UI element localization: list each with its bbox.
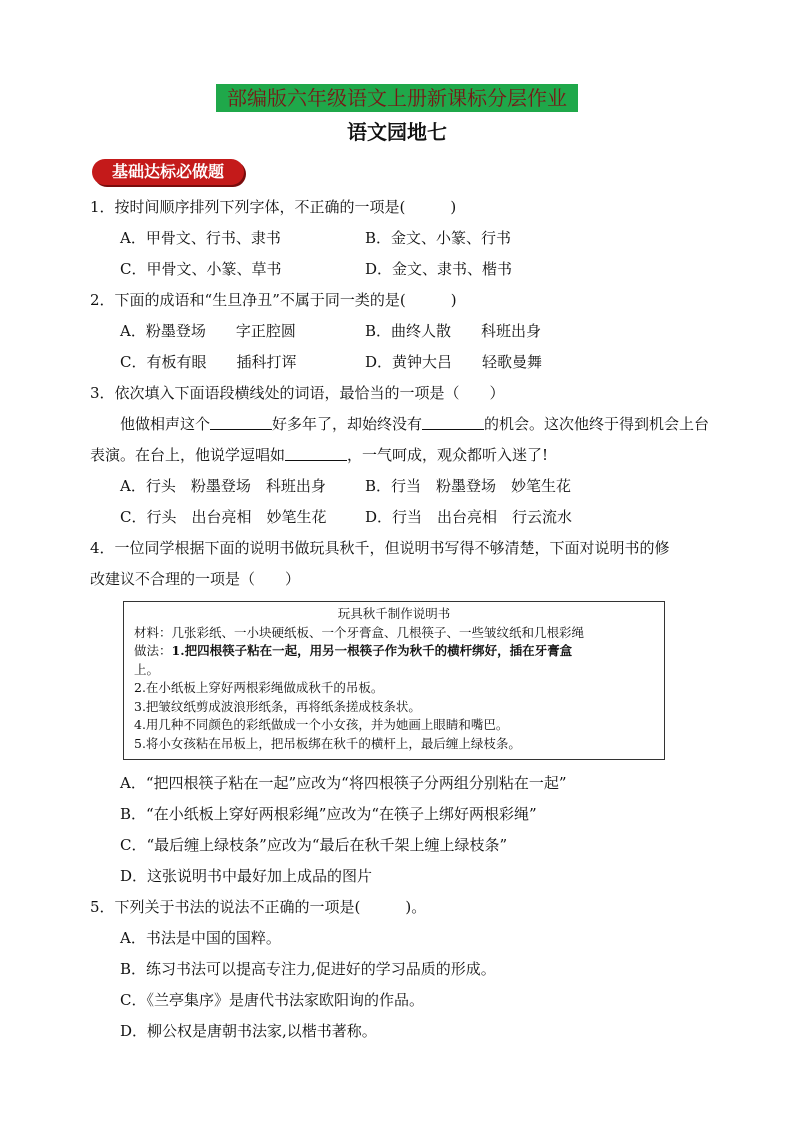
instruction-step-2: 2.在小纸板上穿好两根彩绳做成秋千的吊板。 <box>134 680 384 695</box>
question-3-passage <box>90 409 710 471</box>
question-5-option-c[interactable]: C．《兰亭集序》是唐代书法家欧阳询的作品。 <box>120 991 424 1009</box>
question-5-option-b[interactable]: B．练习书法可以提高专注力,促进好的学习品质的形成。 <box>120 960 496 978</box>
question-3-options-row-1 <box>90 471 710 502</box>
question-5-option-d[interactable]: D．柳公权是唐朝书法家,以楷书著称。 <box>120 1022 377 1040</box>
passage-text-4: ，一气呵成，观众都听入迷了! <box>347 446 549 464</box>
instruction-step-1 <box>134 642 654 661</box>
question-4-option-d[interactable]: D．这张说明书中最好加上成品的图片 <box>120 867 373 885</box>
instruction-step-5: 5.将小女孩粘在吊板上，把吊板绑在秋千的横杆上，最后缠上绿枝条。 <box>134 735 521 751</box>
question-4-option-b[interactable]: B．“在小纸板上穿好两根彩绳”应改为“在筷子上绑好两根彩绳” <box>120 805 537 823</box>
question-3-option-a[interactable]: A．行头 粉墨登场 科班出身 <box>120 477 326 495</box>
passage-text-3: 的机会。这次他终于得到机会上台表演。在台上，他说学逗唱如 <box>90 415 710 464</box>
question-4-stem-line-2: 改建议不合理的一项是（ ） <box>90 570 301 588</box>
instruction-box <box>123 601 665 760</box>
question-2-option-d[interactable]: D．黄钟大吕 轻歌曼舞 <box>365 353 543 371</box>
question-1-option-b[interactable]: B．金文、小篆、行书 <box>365 229 512 247</box>
question-5-option-a[interactable]: A．书法是中国的国粹。 <box>120 929 281 947</box>
passage-text-1: 他做相声这个 <box>120 415 211 433</box>
question-2-options-row-2 <box>90 347 710 378</box>
question-1-stem: 1．按时间顺序排列下列字体，不正确的一项是( ) <box>90 198 457 216</box>
question-3-option-c[interactable]: C．行头 出台亮相 妙笔生花 <box>120 508 327 526</box>
question-1-options-row-1 <box>90 223 710 254</box>
instruction-step-1-text: 1.把四根筷子粘在一起，用另一根筷子作为秋千的横杆绑好，插在牙膏盒 <box>171 643 573 658</box>
fill-blank-2[interactable] <box>422 415 484 430</box>
instruction-box-title: 玩具秋千制作说明书 <box>337 606 451 621</box>
instruction-materials: 材料：几张彩纸、一小块硬纸板、一个牙膏盒、几根筷子、一些皱纹纸和几根彩绳 <box>134 624 585 640</box>
question-4-stem-line-1: 4．一位同学根据下面的说明书做玩具秋千，但说明书写得不够清楚，下面对说明书的修 <box>90 539 670 557</box>
question-3-option-b[interactable]: B．行当 粉墨登场 妙笔生花 <box>365 477 572 495</box>
question-4-option-c[interactable]: C．“最后缠上绿枝条”应改为“最后在秋千架上缠上绿枝条” <box>120 836 508 854</box>
question-2-options-row-1 <box>90 316 710 347</box>
question-2-option-b[interactable]: B．曲终人散 科班出身 <box>365 322 542 340</box>
question-4-option-a[interactable]: A．“把四根筷子粘在一起”应改为“将四根筷子分两组分别粘在一起” <box>120 774 567 792</box>
question-1-options-row-2 <box>90 254 710 285</box>
fill-blank-1[interactable] <box>210 415 272 430</box>
question-1-option-a[interactable]: A．甲骨文、行书、隶书 <box>120 229 281 247</box>
question-3-option-d[interactable]: D．行当 出台亮相 行云流水 <box>365 508 573 526</box>
question-2-option-a[interactable]: A．粉墨登场 字正腔圆 <box>120 322 296 340</box>
section-badge: 基础达标必做题 <box>92 159 244 185</box>
fill-blank-3[interactable] <box>285 446 347 461</box>
question-5-stem: 5．下列关于书法的说法不正确的一项是( )。 <box>90 898 427 916</box>
instruction-step-3: 3.把皱纹纸剪成波浪形纸条，再将纸条搓成枝条状。 <box>134 698 421 714</box>
passage-text-2: 好多年了，却始终没有 <box>272 415 423 433</box>
question-1-option-c[interactable]: C．甲骨文、小篆、草书 <box>120 260 282 278</box>
question-2-stem: 2．下面的成语和“生旦净丑”不属于同一类的是( ) <box>90 291 457 309</box>
question-1-option-d[interactable]: D．金文、隶书、楷书 <box>365 260 513 278</box>
question-3-stem: 3．依次填入下面语段横线处的词语，最恰当的一项是（ ） <box>90 384 505 402</box>
series-banner: 部编版六年级语文上册新课标分层作业 <box>216 84 578 112</box>
question-list <box>90 192 710 1047</box>
instruction-step-4: 4.用几种不同颜色的彩纸做成一个小女孩，并为她画上眼睛和嘴巴。 <box>134 717 509 732</box>
instruction-step-1-cont: 上。 <box>134 661 160 677</box>
page-title: 语文园地七 <box>347 120 447 144</box>
instruction-method-label: 做法： <box>134 643 172 658</box>
question-3-options-row-2 <box>90 502 710 533</box>
question-2-option-c[interactable]: C．有板有眼 插科打诨 <box>120 353 297 371</box>
